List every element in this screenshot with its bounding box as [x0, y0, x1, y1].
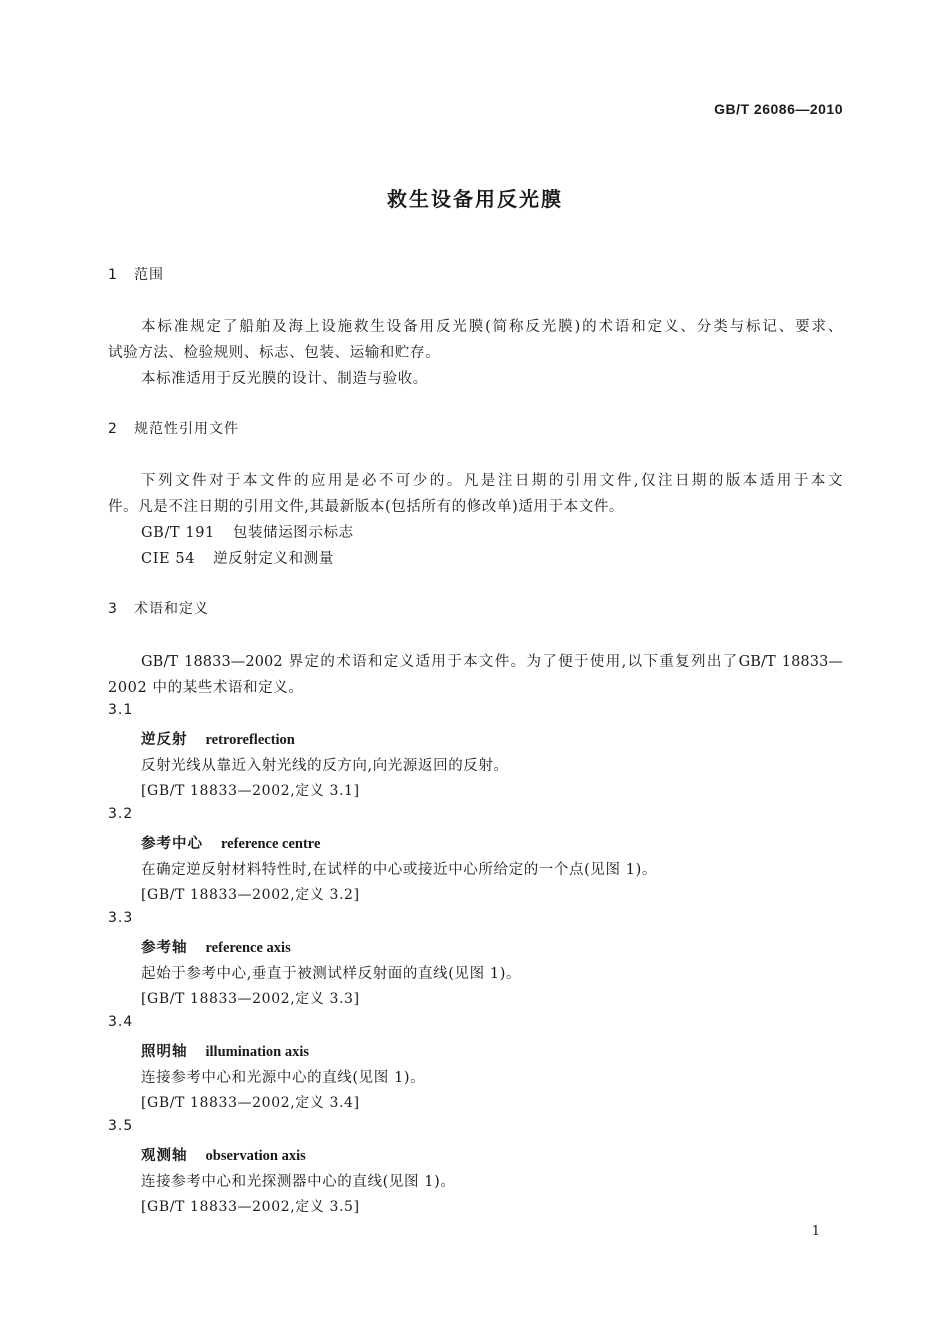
term-number: 3.5 [108, 1118, 134, 1134]
term-source: [GB/T 18833—2002,定义 3.5] [141, 1199, 360, 1215]
section-number: 2 [108, 421, 118, 437]
term-zh: 照明轴 [141, 1044, 188, 1060]
section-2-para-1-line-1: 下列文件对于本文件的应用是必不可少的。凡是注日期的引用文件,仅注日期的版本适用于本文 [141, 473, 843, 489]
section-3-para-1-line-2: 2002 中的某些术语和定义。 [108, 680, 304, 696]
term-definition: 连接参考中心和光探测器中心的直线(见图 1)。 [141, 1174, 456, 1190]
section-title: 规范性引用文件 [134, 421, 239, 437]
term-source: [GB/T 18833—2002,定义 3.3] [141, 991, 360, 1007]
section-1-para-1-line-2: 试验方法、检验规则、标志、包装、运输和贮存。 [108, 345, 441, 361]
term-number: 3.4 [108, 1014, 134, 1030]
term-definition: 起始于参考中心,垂直于被测试样反射面的直线(见图 1)。 [141, 966, 522, 982]
term-en: retroreflection [205, 732, 295, 748]
term-zh: 观测轴 [141, 1148, 188, 1164]
document-title: 救生设备用反光膜 [387, 187, 563, 211]
term-heading [141, 1144, 306, 1165]
term-en: reference centre [221, 836, 321, 852]
section-title: 范围 [134, 267, 164, 283]
term-definition: 反射光线从靠近入射光线的反方向,向光源返回的反射。 [141, 758, 509, 774]
term-en: observation axis [205, 1148, 306, 1164]
term-heading [141, 728, 295, 749]
term-heading [141, 832, 320, 853]
term-source: [GB/T 18833—2002,定义 3.1] [141, 783, 360, 799]
section-3-heading [108, 598, 209, 618]
section-3-para-1-line-1: GB/T 18833—2002 界定的术语和定义适用于本文件。为了便于使用,以下重复列出了GB/T 18833— [141, 654, 843, 670]
term-heading [141, 1040, 309, 1061]
reference-title: 逆反射定义和测量 [213, 551, 334, 567]
section-2-para-1-line-2: 件。凡是不注日期的引用文件,其最新版本(包括所有的修改单)适用于本文件。 [108, 499, 625, 515]
term-source: [GB/T 18833—2002,定义 3.4] [141, 1095, 360, 1111]
section-number: 1 [108, 267, 118, 283]
term-number: 3.2 [108, 806, 134, 822]
term-definition: 连接参考中心和光源中心的直线(见图 1)。 [141, 1070, 426, 1086]
reference-code: GB/T 191 [141, 525, 215, 541]
term-definition: 在确定逆反射材料特性时,在试样的中心或接近中心所给定的一个点(见图 1)。 [141, 862, 657, 878]
term-zh: 参考中心 [141, 836, 203, 852]
section-title: 术语和定义 [134, 601, 209, 617]
term-en: reference axis [205, 940, 291, 956]
normative-reference-2 [141, 547, 334, 568]
section-number: 3 [108, 601, 118, 617]
reference-title: 包装储运图示标志 [232, 525, 354, 541]
term-heading [141, 936, 291, 957]
section-1-para-1-line-1: 本标准规定了船舶及海上设施救生设备用反光膜(简称反光膜)的术语和定义、分类与标记、要求、 [141, 319, 843, 335]
term-en: illumination axis [205, 1044, 310, 1060]
section-2-heading [108, 418, 239, 438]
term-number: 3.3 [108, 910, 134, 926]
term-source: [GB/T 18833—2002,定义 3.2] [141, 887, 360, 903]
standard-number: GB/T 26086—2010 [714, 101, 843, 117]
term-number: 3.1 [108, 702, 134, 718]
section-1-para-2: 本标准适用于反光膜的设计、制造与验收。 [141, 371, 428, 387]
normative-reference-1 [141, 521, 354, 542]
page-number: 1 [811, 1224, 820, 1239]
term-zh: 参考轴 [141, 940, 188, 956]
term-zh: 逆反射 [141, 732, 188, 748]
reference-code: CIE 54 [141, 551, 196, 567]
section-1-heading [108, 264, 164, 284]
